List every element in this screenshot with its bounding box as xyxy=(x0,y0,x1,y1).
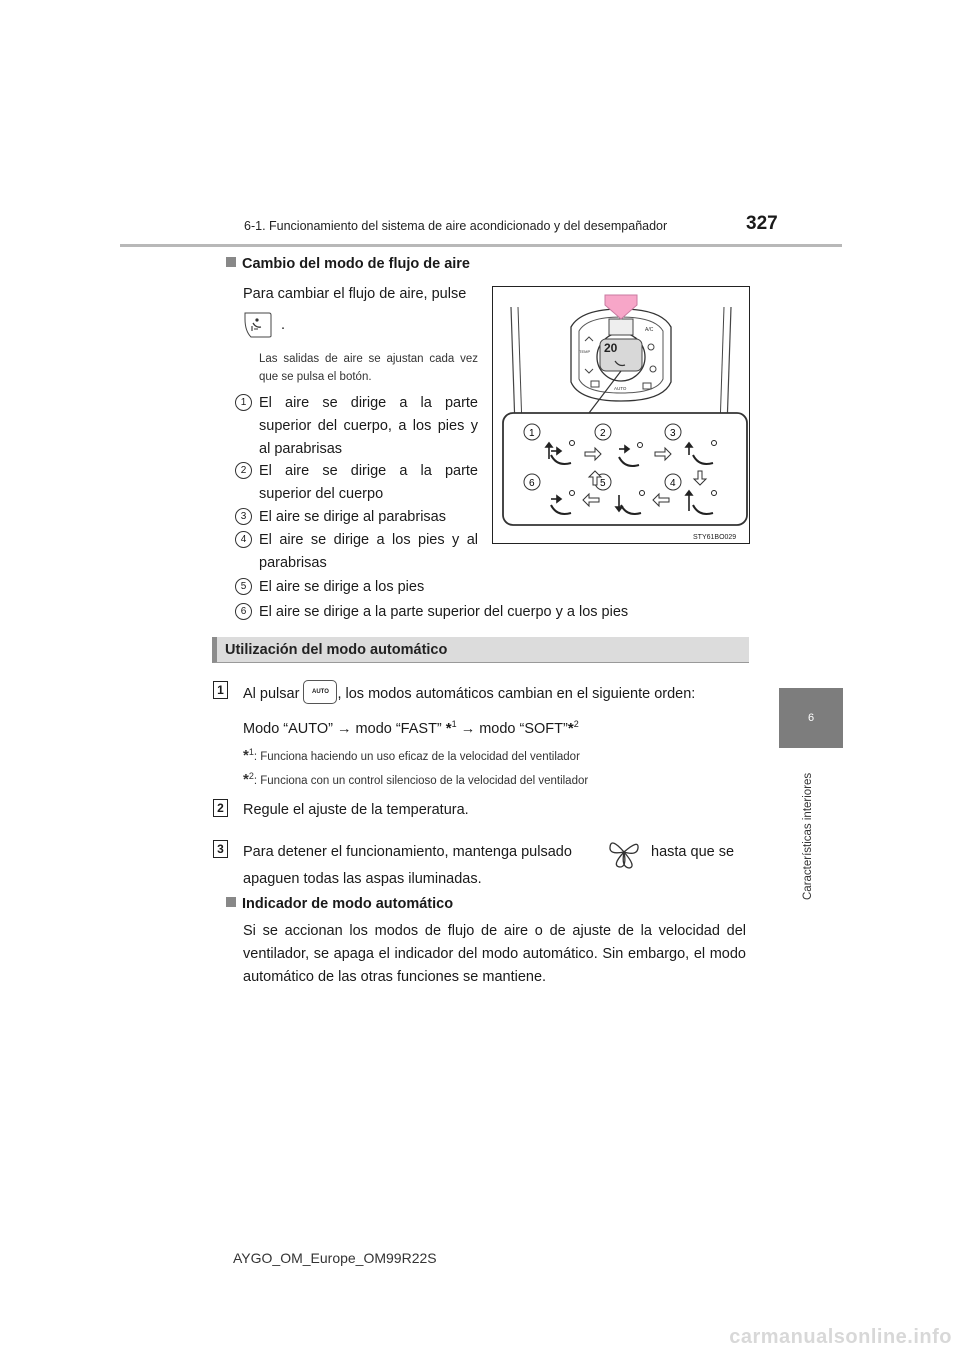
sequence-fast: modo “FAST” xyxy=(355,720,442,737)
indicator-heading xyxy=(226,896,453,912)
step-number-2: 2 xyxy=(213,799,228,817)
footnote-2-marker: 2 xyxy=(248,771,254,781)
item-number-4: 4 xyxy=(235,531,252,548)
item-text-2: El aire se dirige a la parte superior del cuerpo xyxy=(259,463,478,502)
step1-text-before: Al pulsar xyxy=(243,685,300,702)
step1-text-after: , los modos automáticos cambian en el siguiente orden: xyxy=(337,685,696,702)
airflow-note: Las salidas de aire se ajustan cada vez que se pulsa el botón. xyxy=(259,353,478,383)
footnote-star: * xyxy=(243,746,249,764)
airflow-intro: Para cambiar el flujo de aire, pulse xyxy=(243,286,467,302)
item-text-4: El aire se dirige a los pies y al parabrisas xyxy=(259,532,478,571)
step1-line1 xyxy=(243,682,695,706)
panel-auto-label: AUTO xyxy=(614,386,627,391)
step-number-3: 3 xyxy=(213,840,228,858)
item-text-6: El aire se dirige a la parte superior del cuerpo y a los pies xyxy=(259,604,629,620)
footnote-2-text: : Funciona con un control silencioso de la velocidad del ventilador xyxy=(253,774,589,787)
arrow-icon: → xyxy=(337,720,352,737)
step-number-1: 1 xyxy=(213,681,228,699)
footnote-2 xyxy=(243,767,588,790)
watermark xyxy=(696,1318,960,1358)
item-number-1: 1 xyxy=(235,394,252,411)
auto-button-icon: AUTO xyxy=(303,680,337,704)
auto-mode-section-bar xyxy=(212,637,749,663)
indicator-text: Si se accionan los modos de flujo de aire o de ajuste de la velocidad del ventilador, se apaga el indicador del modo automático. Sin embargo, el modo automático de las otras funciones se mantiene. xyxy=(243,923,746,985)
footnote-star: * xyxy=(567,719,574,737)
mode-sequence xyxy=(243,713,579,741)
airflow-mode-button-icon xyxy=(243,311,273,339)
square-bullet-icon xyxy=(226,897,236,907)
mode-label-1: 1 xyxy=(529,428,535,439)
square-bullet-icon xyxy=(226,257,236,267)
mode-label-3: 3 xyxy=(670,428,676,439)
step2-text: Regule el ajuste de la temperatura. xyxy=(243,802,469,818)
airflow-heading-text: Cambio del modo de flujo de aire xyxy=(242,256,470,272)
mode-label-2: 2 xyxy=(600,428,606,439)
airflow-heading xyxy=(226,256,470,272)
item-text-3: El aire se dirige al parabrisas xyxy=(259,509,446,525)
step3-text-line2: apaguen todas las aspas iluminadas. xyxy=(243,871,482,887)
step3-text-after: hasta que se xyxy=(651,844,735,860)
auto-mode-section-title: Utilización del modo automático xyxy=(225,642,448,658)
section-header-title: 6-1. Funcionamiento del sistema de aire acondicionado y del desempañador xyxy=(244,219,668,233)
arrow-icon: → xyxy=(460,720,476,737)
sequence-soft: modo “SOFT” xyxy=(479,720,568,737)
document-code: AYGO_OM_Europe_OM99R22S xyxy=(233,1250,437,1266)
item-text-1: El aire se dirige a la parte superior del cuerpo, a los pies y al parabrisas xyxy=(259,395,478,457)
climate-panel-illustration xyxy=(493,287,749,543)
footnote-star: * xyxy=(243,770,249,788)
item-number-2: 2 xyxy=(235,462,252,479)
footnote-ref-2: 2 xyxy=(573,719,579,729)
airflow-figure xyxy=(492,286,750,544)
watermark-text: carmanualsonline.info xyxy=(729,1326,952,1348)
chapter-tab: 6 xyxy=(779,688,843,748)
mode-label-6: 6 xyxy=(529,478,535,489)
panel-ac-label: A/C xyxy=(645,327,654,333)
mode-label-5: 5 xyxy=(600,478,606,489)
display-temperature: 20 xyxy=(604,341,618,355)
item-number-5: 5 xyxy=(235,578,252,595)
page-number: 327 xyxy=(746,213,778,234)
fan-icon xyxy=(605,833,643,871)
item-number-6: 6 xyxy=(235,603,252,620)
panel-temp-label: TEMP xyxy=(579,349,591,354)
figure-code: STY61BO029 xyxy=(693,534,737,541)
item-text-5: El aire se dirige a los pies xyxy=(259,579,425,595)
sequence-auto: Modo “AUTO” xyxy=(243,720,333,737)
step3-text-before: Para detener el funcionamiento, mantenga pulsado xyxy=(243,844,572,860)
footnote-star: * xyxy=(445,719,452,737)
indicator-heading-text: Indicador de modo automático xyxy=(242,896,454,912)
footnote-1-text: : Funciona haciendo un uso eficaz de la velocidad del ventilador xyxy=(253,750,580,763)
header-divider xyxy=(120,244,842,247)
chapter-tab-label: Características interiores xyxy=(802,772,814,900)
footnote-1-marker: 1 xyxy=(248,747,254,757)
mode-label-4: 4 xyxy=(670,478,676,489)
airflow-intro-end: . xyxy=(281,317,286,333)
item-number-3: 3 xyxy=(235,508,252,525)
footnote-1 xyxy=(243,743,580,766)
footnote-ref-1: 1 xyxy=(451,719,457,729)
